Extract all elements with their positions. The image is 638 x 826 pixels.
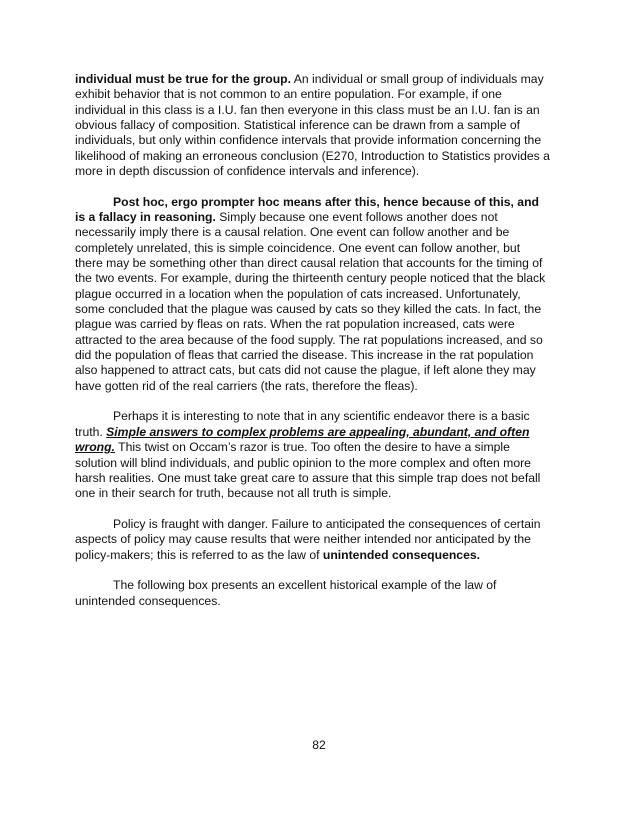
text-run: plague occurred in a location when the population of cats increased. Unfortunately,: [75, 286, 521, 301]
text-line: [75, 87, 567, 102]
text-line: [75, 256, 567, 271]
text-run: aspects of policy may cause results that were neither intended nor anticipated by the: [75, 532, 531, 547]
text-run: did the population of fleas that carried the disease. This increase in the rat population: [75, 348, 534, 363]
text-run: Perhaps it is interesting to note that in any scientific endeavor there is a basic: [113, 409, 530, 424]
text-line: [75, 379, 567, 394]
text-run: harsh realities. One must take great care to assure that this simple trap does not befall: [75, 470, 541, 485]
text-run: necessarily imply there is a causal relation. One event can follow another and be: [75, 225, 510, 240]
text-line: [75, 456, 567, 471]
text-line: [75, 425, 567, 440]
paragraph-post-hoc: [75, 195, 567, 394]
text-run: policy-makers; this is referred to as the law of: [75, 547, 323, 562]
text-line: [75, 72, 567, 87]
text-line: [75, 164, 567, 179]
text-line: [75, 133, 567, 148]
text-run: truth.: [75, 424, 107, 439]
text-run: one in their search for truth, because not all truth is simple.: [75, 486, 392, 501]
text-line: [75, 149, 567, 164]
text-line: [75, 471, 567, 486]
text-line: [75, 548, 567, 563]
paragraph-simple-answers: [75, 409, 567, 501]
text-line: [75, 348, 567, 363]
text-run: there may be something other than direct causal relation that accounts for the timing of: [75, 256, 543, 271]
text-run: exhibit behavior that is not common to an entire population. For example, if one: [75, 87, 502, 102]
text-run: also happened to attract cats, but cats did not cause the plague, if left alone they may: [75, 363, 536, 378]
text-line: [75, 302, 567, 317]
text-run: individual in this class is a I.U. fan then everyone in this class must be an I.U. fan is an: [75, 102, 540, 117]
emphasized-text: is a fallacy in reasoning.: [75, 210, 216, 225]
paragraph-unintended-consequences: [75, 517, 567, 563]
text-line: [75, 241, 567, 256]
text-line: [75, 333, 567, 348]
text-line: [75, 517, 567, 532]
text-line: [75, 225, 567, 240]
text-line: [75, 363, 567, 378]
text-run: The following box presents an excellent historical example of the law of: [113, 578, 497, 593]
document-page: [75, 72, 567, 624]
emphasized-text: unintended consequences.: [322, 547, 481, 562]
text-line: [75, 594, 567, 609]
emphasized-text: individual must be true for the group.: [75, 72, 291, 86]
text-line: [75, 118, 567, 133]
text-line: [75, 287, 567, 302]
text-run: have gotten rid of the real carriers (the rats, therefore the fleas).: [75, 378, 418, 393]
text-run: unintended consequences.: [75, 593, 221, 608]
text-run: some concluded that the plague was caused by cats so they killed the cats. In fact, the: [75, 302, 542, 317]
text-line: [75, 317, 567, 332]
text-run: more in depth discussion of confidence intervals and inference).: [75, 164, 420, 179]
text-run: solution will blind individuals, and public opinion to the more complex and often more: [75, 455, 531, 470]
text-line: [75, 532, 567, 547]
text-line: [75, 486, 567, 501]
text-line: [75, 440, 567, 455]
emphasized-text: Simple answers to complex problems are appealing, abundant, and often: [106, 424, 530, 439]
text-line: [75, 210, 567, 225]
text-run: obvious fallacy of composition. Statistical inference can be drawn from a sample of: [75, 118, 521, 133]
text-run: Simply because one event follows another does not: [215, 210, 498, 225]
text-line: [75, 409, 567, 424]
text-run: completely unrelated, this is simple coincidence. One event can follow another, but: [75, 240, 521, 255]
paragraph-fallacy-of-composition: [75, 72, 567, 179]
emphasized-text: wrong.: [75, 440, 115, 455]
text-run: Policy is fraught with danger. Failure to anticipated the consequences of certain: [113, 516, 541, 531]
text-line: [75, 271, 567, 286]
page-number: 82: [312, 738, 326, 752]
text-run: plague was carried by fleas on rats. When the rat population increased, cats were: [75, 317, 515, 332]
text-run: individuals, but only within confidence intervals that provide information concerning the: [75, 133, 542, 148]
text-line: [75, 103, 567, 118]
text-run: the two events. For example, during the thirteenth century people noticed that the black: [75, 271, 546, 286]
paragraph-following-box: [75, 578, 567, 609]
text-line: [75, 578, 567, 593]
text-run: attracted to the area because of the food supply. The rat populations increased, and so: [75, 332, 543, 347]
text-run: likelihood of making an erroneous conclusion (E270, Introduction to Statistics provides a: [75, 148, 550, 163]
text-run: An individual or small group of individuals may: [291, 72, 544, 86]
emphasized-text: Post hoc, ergo prompter hoc means after this, hence because of this, and: [113, 194, 539, 209]
text-line: [75, 195, 567, 210]
text-run: This twist on Occam’s razor is true. Too often the desire to have a simple: [114, 440, 510, 455]
